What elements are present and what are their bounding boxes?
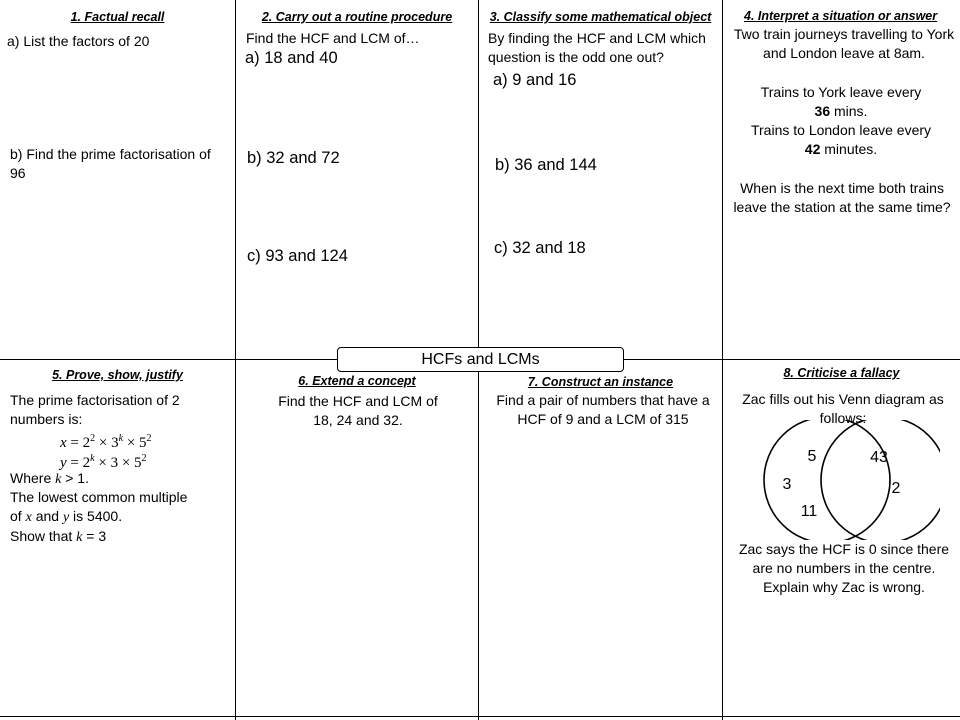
cell-1-heading: 1. Factual recall [70, 10, 165, 24]
show-condition: = 3 [82, 528, 107, 544]
cell-2-question-b: b) 32 and 72 [247, 149, 340, 167]
worksheet-title: HCFs and LCMs [337, 347, 624, 372]
cell-5-heading: 5. Prove, show, justify [52, 368, 183, 382]
exp-2: 2 [146, 433, 152, 444]
times: × [118, 455, 135, 471]
cell-2-heading: 2. Carry out a routine procedure [261, 10, 453, 24]
lcm-of: of [10, 508, 22, 524]
york-unit: mins. [834, 103, 868, 119]
cell-5-condition [10, 469, 225, 489]
eq-sign: = [66, 435, 83, 451]
cell-4-london-line [725, 121, 957, 140]
show-line [10, 527, 225, 547]
lcm-value: is 5400. [73, 508, 123, 524]
cell-3-question-b: b) 36 and 144 [495, 156, 597, 174]
venn-value-left-2: 11 [800, 503, 818, 520]
lcm-and: and [35, 508, 60, 524]
cell-4-intro: Two train journeys travelling to York and London leave at 8am. [733, 26, 955, 61]
venn-value-right-1: 43 [870, 449, 888, 466]
venn-value-centre-top: 5 [807, 448, 817, 465]
cell-7-heading: 7. Construct an instance [527, 375, 674, 389]
base-5: 5 [139, 435, 147, 451]
lcm-line-2 [10, 507, 225, 527]
london-text: Trains to London leave every [750, 122, 932, 138]
k-var: k [90, 453, 95, 464]
where-condition: > 1. [61, 470, 89, 486]
venn-right-circle [821, 420, 940, 540]
cell-7-question: Find a pair of numbers that have a HCF of 9 and a LCM of 315 [496, 392, 710, 427]
lcm-line-1: The lowest common multiple [10, 489, 188, 505]
grid-divider-3 [722, 0, 723, 720]
cell-6-question: Find the HCF and LCM of 18, 24 and 32. [278, 393, 438, 428]
york-text: Trains to York leave every [760, 84, 922, 100]
cell-4-heading: 4. Interpret a situation or answer [744, 9, 938, 23]
y-var: y [62, 510, 70, 525]
show-text: Show that [10, 528, 73, 544]
var-x: x [60, 435, 67, 451]
cell-8-explanation: Zac says the HCF is 0 since there are no numbers in the centre. Explain why Zac is wrong. [738, 541, 950, 595]
cell-5-intro: The prime factorisation of 2 numbers is: [10, 392, 180, 427]
cell-3-intro: By finding the HCF and LCM which question is the odd one out? [488, 30, 706, 65]
eq-sign: = [66, 455, 83, 471]
base-5: 5 [134, 455, 142, 471]
venn-value-right-2: 2 [891, 480, 901, 497]
exp-2: 2 [141, 453, 147, 464]
x-var: x [25, 510, 32, 525]
cell-2-question-c: c) 93 and 124 [247, 247, 348, 265]
cell-8-heading: 8. Criticise a fallacy [783, 366, 900, 380]
cell-3-question-a: a) 9 and 16 [493, 71, 577, 89]
cell-8-intro: Zac fills out his Venn diagram as follows: [742, 391, 944, 426]
times: × [94, 455, 111, 471]
cell-4-question: When is the next time both trains leave the station at the same time? [733, 180, 951, 215]
cell-6-heading: 6. Extend a concept [298, 374, 416, 388]
cell-1-question-a: a) List the factors of 20 [7, 33, 150, 49]
venn-value-left-1: 3 [782, 476, 792, 493]
grid-divider-bottom [0, 716, 960, 717]
london-unit: minutes. [824, 141, 878, 157]
london-interval: 42 [804, 141, 821, 157]
cell-2-intro: Find the HCF and LCM of… [246, 30, 420, 46]
base-2: 2 [82, 455, 91, 471]
var-y: y [60, 455, 67, 471]
cell-3-question-c: c) 32 and 18 [494, 239, 586, 257]
k-var: k [76, 530, 83, 545]
grid-divider-1 [235, 0, 236, 720]
cell-5-lcm-statement [10, 488, 225, 547]
base-2: 2 [82, 435, 91, 451]
cell-4-york-line-2 [725, 102, 957, 121]
k-var: k [55, 472, 62, 487]
cell-1-question-b: b) Find the prime factorisation of 96 [10, 146, 211, 181]
cell-4-york [725, 83, 957, 159]
venn-diagram [750, 420, 940, 540]
times: × [123, 435, 140, 451]
where-text: Where [10, 470, 52, 486]
exp-2: 2 [90, 433, 96, 444]
cell-4-york-line [725, 83, 957, 102]
cell-2-question-a: a) 18 and 40 [245, 49, 338, 67]
k-var: k [118, 433, 124, 444]
times: × [95, 435, 112, 451]
base-3: 3 [111, 435, 119, 451]
cell-3-heading: 3. Classify some mathematical object [489, 10, 712, 24]
cell-4-london-line-2 [725, 140, 957, 159]
york-interval: 36 [814, 103, 831, 119]
base-3: 3 [110, 455, 119, 471]
